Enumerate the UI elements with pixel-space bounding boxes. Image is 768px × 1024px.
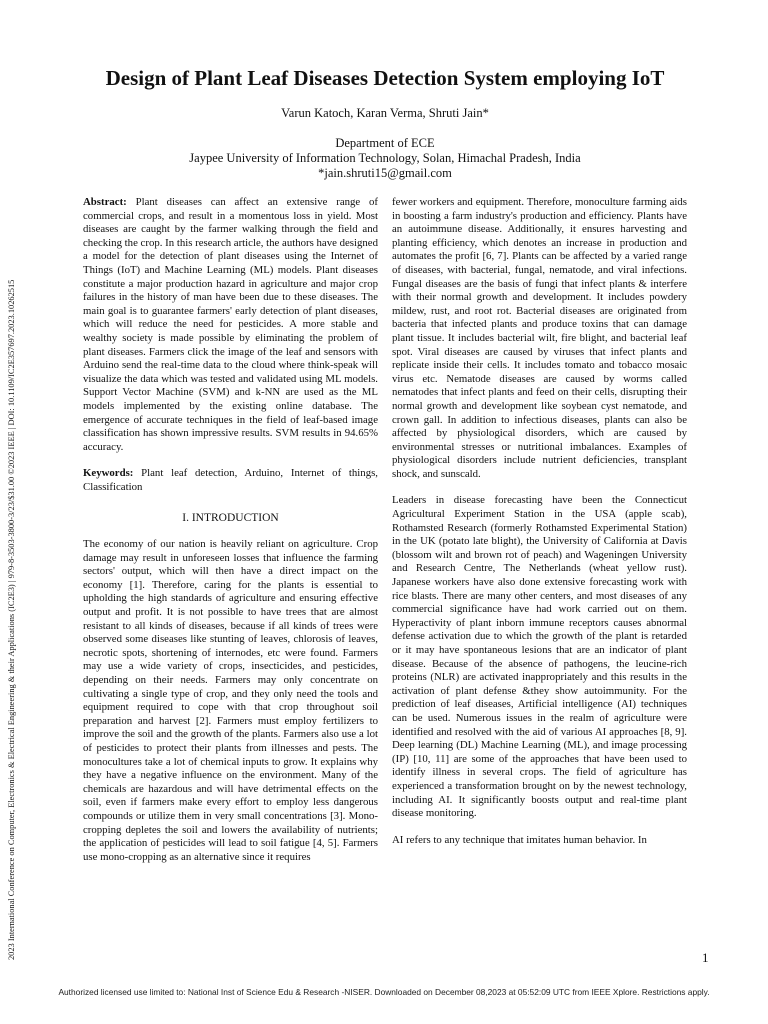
- license-footer: Authorized licensed use limited to: National Inst of Science Edu & Research -NISER. Downloaded on December 08,2023 at 05:52:09 UTC from IEEE Xplore. Restrictions apply.: [58, 987, 710, 997]
- left-column: [83, 196, 378, 877]
- abstract: [83, 196, 378, 454]
- conference-citation: 2023 International Conference on Computer, Electronics & Electrical Engineering & their Applications (IC2E3) | 979-8-3503-3800-3/23/$31.00 ©2023 IEEE | DOI: 10.1109/IC2E357697.2023.10262515: [7, 279, 16, 960]
- right-paragraph-2: Leaders in disease forecasting have been the Connecticut Agricultural Experiment Station in the USA (apple scab), Rothamsted Research (formerly Rothamsted Experimental Station) in the UK (potato late blight), the University of California at Davis (blossom wilt and brown rot of peach) and Wageningen University and Research Centre, The Netherlands (wheat yellow rust). Japanese workers have also done extensive forecasting work with rice blasts. There are many other centers, and most diseases of any commercial significance have had work carried out on them. Hyperactivity of plant inborn immune receptors causes abnormal defense activation due to which the growth of the plant is retarded or it may have spontaneous lesions that are an indicator of plant disease. Because of the absence of pathogens, the leucine-rich proteins (NLR) are activated inappropriately and this results in the activation of plant defense &they show autoimmunity. For the prediction of leaf diseases, Artificial intelligence (AI) techniques can be used. Numerous issues in the realm of agriculture were identified and resolved with the aid of various AI approaches [8, 9]. Deep learning (DL) Machine Learning (ML), and image processing (IP) [10, 11] are some of the approaches that have been used to identify illness in several crops. The field of agriculture has experienced a transformation brought on by the newest technology, including AI. It significantly boosts output and real-time plant disease monitoring.: [392, 494, 687, 820]
- paper-title: Design of Plant Leaf Diseases Detection System employing IoT: [105, 66, 665, 90]
- author-email: *jain.shruti15@gmail.com: [318, 166, 452, 180]
- abstract-label: Abstract:: [83, 196, 127, 208]
- conference-sidebar: [6, 115, 18, 960]
- right-paragraph-3: AI refers to any technique that imitates human behavior. In: [392, 833, 647, 846]
- right-column: [392, 196, 687, 860]
- abstract-text: Plant diseases can affect an extensive range of commercial crops, and result in a momentous loss in yield. Most diseases are caught by the farmer walking through the field and checking the crop. In this research article, the authors have designed a model for the detection of plant diseases using the Internet of Things (IoT) and Machine Learning (ML) models. Plant diseases constitute a major production hazard in agriculture and major crop failures in the history of man have been due to these diseases. The main goal is to guarantee farmers' early detection of plant diseases, which will reduce the need for pesticides. A more stable and wealthy society is made possible by eliminating the problem of plant diseases. Farmers click the image of the leaf and sensors with Arduino send the real-time data to the cloud where think-speak will visualize the data which was tested and validated using ML models. Support Vector Machine (SVM) and k-NN are used as the ML models implemented by the existing online database. The emergence of accurate techniques in the field of leaf-based image classification has shown impressive results. SVM results in 94.65% accuracy.: [83, 196, 378, 453]
- paper-authors: Varun Katoch, Karan Verma, Shruti Jain*: [281, 106, 489, 120]
- keywords: [83, 467, 378, 494]
- section-heading-introduction: I. INTRODUCTION: [182, 512, 279, 525]
- intro-paragraph: The economy of our nation is heavily reliant on agriculture. Crop damage may result in unforeseen losses that influence the farming sectors' output, which will then have a direct impact on the economy [1]. Therefore, caring for the plants is essential to upholding the high standards of agriculture and ensuring effective output and profit. It is not possible to have trees that are almost resistant to all kinds of diseases, because if all kinds of trees were observed some diseases like stunting of leaves, chlorosis of leaves, necrotic spots, shortening of internodes, etc were found. Farmers may use a wide variety of crops, insecticides, and pesticides, depending on their needs. Farmers may only concentrate on cultivating a single type of crop, and they only need the tools and equipment required to cope with that crop throughout soil preparation and harvest [2]. Farmers must employ fertilizers to improve the soil and the growth of the plants. Farmers also use a lot of pesticides to protect their plants from illnesses and pests. The monocultures take a lot of chemical inputs to grow. It explains why they have a negative influence on the environment. Many of the chemicals are hazardous and will have detrimental effects on the soil, even if farmers make every effort to employ less dangerous compounds or utilize them in very small concentrations [3]. Mono-cropping depletes the soil and lowers the availability of nutrients; the application of pesticides will lead to soil fatigue [4, 5]. Farmers use mono-cropping as an alternative since it requires: [83, 538, 378, 863]
- right-paragraph-1: fewer workers and equipment. Therefore, monoculture farming aids in boosting a farm industry's production and efficiency. Plants have an autoimmune disease. Additionally, it ensures harvesting and planting efficiency, which denotes an increase in production and automates the profit [6, 7]. Plants can be affected by a varied range of diseases, with bacterial, fungal, nematode, and viral infections. Fungal diseases are the basis of fungi that infect plants & interfere with their normal growth and development. It includes powdery mildew, rust, and root rot. Bacterial diseases are originated from bacteria that infected plants and produce toxins that can damage plant tissue. It includes bacterial wilt, fire blight, and bacterial leaf spot. Viral diseases are caused by viruses that infect plants and replicate inside their cells. It includes tomato and tobacco mosaic virus etc. Nematode diseases are caused by worms called nematodes that infect plants and feed on their cells, disrupting their normal growth and development like soybean cyst nematode, and crown gall. In addition to infectious diseases, plants can also be affected by physiological disorders, which are caused by environmental stresses or nutritional imbalances. Examples of physiological disorders include nutrient deficiencies, transplant shock, and sunscald.: [392, 196, 687, 480]
- university: Jaypee University of Information Technology, Solan, Himachal Pradesh, India: [189, 151, 581, 165]
- keywords-label: Keywords:: [83, 467, 134, 480]
- affiliation: [40, 136, 730, 181]
- page-number: 1: [702, 950, 709, 965]
- department: Department of ECE: [335, 136, 435, 150]
- keywords-text: Plant leaf detection, Arduino, Internet of things, Classification: [83, 467, 378, 493]
